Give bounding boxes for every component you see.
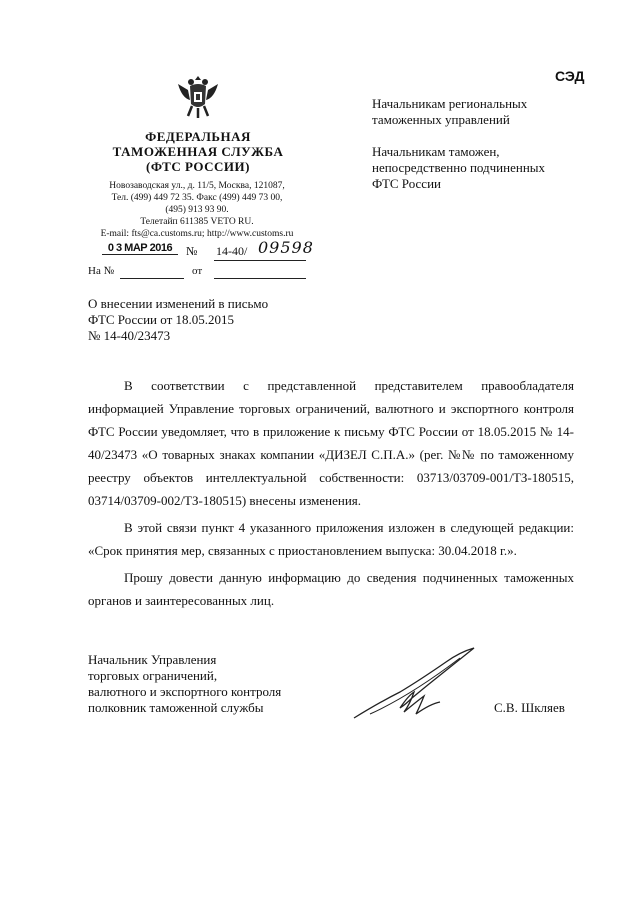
body-paragraph-2: В этой связи пункт 4 указанного приложения изложен в следующей редакции: «Срок принятия мер, связанных с приостановлением выпуска: 30.04.2018 г.». xyxy=(88,520,574,558)
recipient-2-line-2: непосредственно подчиненных xyxy=(372,160,546,175)
handwritten-signature xyxy=(350,644,490,724)
recipient-block-2 xyxy=(372,144,545,192)
signatory-position xyxy=(88,652,281,716)
registration-number-prefix: 14-40/ xyxy=(216,244,248,258)
address-line-4: Телетайп 611385 VETO RU. xyxy=(140,217,254,227)
subject-line-1: О внесении изменений в письмо xyxy=(88,296,269,311)
recipient-1-line-1: Начальникам региональных xyxy=(372,96,528,111)
letter-body xyxy=(88,374,574,616)
address-line-3: (495) 913 93 90. xyxy=(165,205,229,215)
registration-date: 0 3 МАР 2016 xyxy=(102,242,178,255)
org-name-line-1: ФЕДЕРАЛЬНАЯ xyxy=(145,129,251,144)
reply-to-date-label: от xyxy=(192,265,203,277)
org-name-line-2: ТАМОЖЕННАЯ СЛУЖБА xyxy=(112,144,284,159)
position-line-1: Начальник Управления xyxy=(88,652,217,667)
address-line-1: Новозаводская ул., д. 11/5, Москва, 121087, xyxy=(109,181,285,191)
sed-stamp: СЭД xyxy=(555,68,585,84)
subject-line-2: ФТС России от 18.05.2015 xyxy=(88,312,235,327)
body-paragraph-3: Прошу довести данную информацию до сведения подчиненных таможенных органов и заинтересованных лиц. xyxy=(88,570,574,608)
address-line-5: E-mail: fts@ca.customs.ru; http://www.customs.ru xyxy=(100,229,294,239)
recipient-block-1 xyxy=(372,96,527,128)
reply-to-date-line xyxy=(214,278,306,279)
recipient-2-line-3: ФТС России xyxy=(372,176,441,191)
position-line-4: полковник таможенной службы xyxy=(88,700,264,715)
address-line-2: Тел. (499) 449 72 35. Факс (499) 449 73 00, xyxy=(111,193,283,203)
registration-number-handwritten: 09598 xyxy=(258,238,314,257)
registration-number-underline xyxy=(214,260,306,261)
signatory-name: С.В. Шкляев xyxy=(494,700,565,715)
position-line-3: валютного и экспортного контроля xyxy=(88,684,282,699)
org-name-line-3: (ФТС РОССИИ) xyxy=(146,159,250,174)
reply-to-number-line xyxy=(120,278,184,279)
body-paragraph-1: В соответствии с представленной представителем правообладателя информацией Управление торговых ограничений, валютного и экспортного контроля ФТС России уведомляет, что в приложение к письму ФТС России от 18.05.2015 № 14-40/23473 «О товарных знаках компании «ДИЗЕЛ С.П.А.» (рег. №№ по таможенному реестру объектов интеллектуальной собственности: 03713/03709-001/ТЗ-180515, 03714/03709-002/ТЗ-180515) внесены изменения. xyxy=(88,378,574,508)
recipient-1-line-2: таможенных управлений xyxy=(372,112,510,127)
registration-number-label: № xyxy=(186,244,198,258)
position-line-2: торговых ограничений, xyxy=(88,668,218,683)
subject xyxy=(88,296,268,344)
recipient-2-line-1: Начальникам таможен, xyxy=(372,144,500,159)
reply-to-number-label: На № xyxy=(88,265,115,277)
subject-line-3: № 14-40/23473 xyxy=(88,328,171,343)
double-headed-eagle-icon xyxy=(172,70,224,122)
